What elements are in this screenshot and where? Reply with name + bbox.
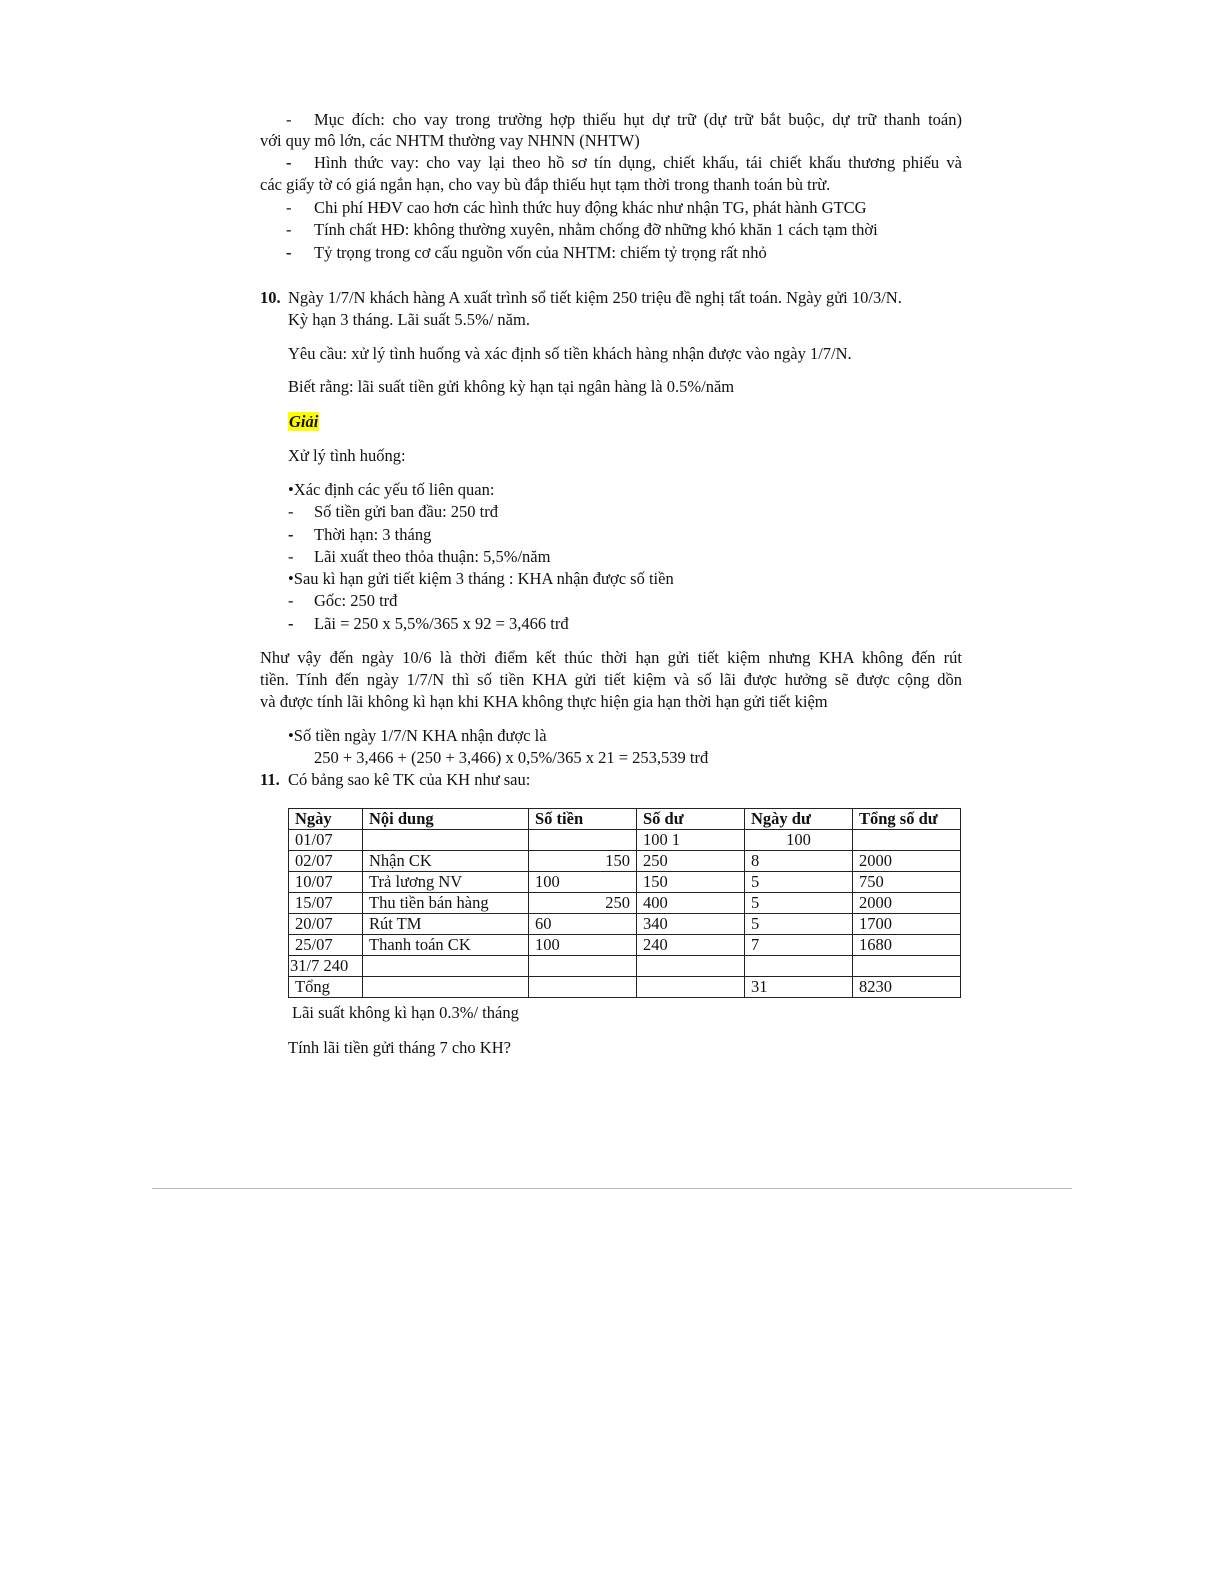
cell-content <box>363 956 529 977</box>
cell-date: 01/07 <box>289 830 363 851</box>
header-noi-dung: Nội dung <box>363 809 529 830</box>
muc-dich-line1: Mục đích: cho vay trong trường hợp thiếu hụt dự trữ (dự trữ bắt buộc, dự trữ thanh toán) <box>314 110 962 129</box>
cell-content: Trả lương NV <box>363 872 529 893</box>
q11-intro: Có bảng sao kê TK của KH như sau: <box>288 770 531 789</box>
bullet-dash: - <box>288 525 294 544</box>
q11-number: 11. <box>260 770 280 789</box>
cell-days: 100 <box>745 830 853 851</box>
cell-amount: 250 <box>529 893 637 914</box>
bullet-dash: - <box>288 547 294 566</box>
hinh-thuc-line2: các giấy tờ có giá ngắn hạn, cho vay bù đắp thiếu hụt tạm thời trong thanh toán bù trừ. <box>260 175 831 194</box>
table-row <box>289 830 961 851</box>
ty-trong-text: Tỷ trọng trong cơ cấu nguồn vốn của NHTM: chiếm tỷ trọng rất nhỏ <box>314 243 767 262</box>
cell-balance: 400 <box>637 893 745 914</box>
header-so-du: Số dư <box>637 809 745 830</box>
q10-number: 10. <box>260 288 281 307</box>
lai-xuat: Lãi xuất theo thỏa thuận: 5,5%/năm <box>314 547 551 566</box>
conclusion-line1: Như vậy đến ngày 10/6 là thời điểm kết thúc thời hạn gửi tiết kiệm nhưng KHA không đến rút <box>260 648 962 667</box>
cell-balance <box>637 956 745 977</box>
header-tong-so-du: Tổng số dư <box>853 809 961 830</box>
thoi-han: Thời hạn: 3 tháng <box>314 525 432 544</box>
table-row <box>289 935 961 956</box>
cell-days: 7 <box>745 935 853 956</box>
cell-total <box>853 956 961 977</box>
q10-line2: Kỳ hạn 3 tháng. Lãi suất 5.5%/ năm. <box>288 310 530 329</box>
so-tien-ngay-bullet: •Số tiền ngày 1/7/N KHA nhận được là <box>288 726 547 745</box>
table-row <box>289 893 961 914</box>
sau-ki-han-bullet: •Sau kì hạn gửi tiết kiệm 3 tháng : KHA nhận được số tiền <box>288 569 674 588</box>
page-separator <box>152 1188 1072 1189</box>
cell-days: 5 <box>745 893 853 914</box>
cell-balance: 100 1 <box>637 830 745 851</box>
header-so-tien: Số tiền <box>529 809 637 830</box>
cell-amount <box>529 956 637 977</box>
account-statement-table <box>288 808 961 998</box>
xu-ly-heading: Xử lý tình huống: <box>288 446 406 465</box>
cell-total: 2000 <box>853 851 961 872</box>
cell-date: 02/07 <box>289 851 363 872</box>
tinh-chat-text: Tính chất HĐ: không thường xuyên, nhằm chống đỡ những khó khăn 1 cách tạm thời <box>314 220 878 239</box>
hinh-thuc-line1: Hình thức vay: cho vay lại theo hồ sơ tín dụng, chiết khấu, tái chiết khấu thương phiếu và <box>314 153 962 172</box>
cell-date: 15/07 <box>289 893 363 914</box>
conclusion-line2: tiền. Tính đến ngày 1/7/N thì số tiền KHA gửi tiết kiệm và số lãi được hưởng sẽ được cộng dồn <box>260 670 962 689</box>
cell-date: 20/07 <box>289 914 363 935</box>
cell-days <box>745 956 853 977</box>
xac-dinh-bullet: •Xác định các yếu tố liên quan: <box>288 480 495 499</box>
bullet-dash: - <box>288 502 294 521</box>
q10-biet-rang: Biết rằng: lãi suất tiền gửi không kỳ hạn tại ngân hàng là 0.5%/năm <box>288 377 735 396</box>
cell-content <box>363 977 529 998</box>
cell-balance <box>637 977 745 998</box>
cell-days: 31 <box>745 977 853 998</box>
cell-balance: 250 <box>637 851 745 872</box>
muc-dich-line2: với quy mô lớn, các NHTM thường vay NHNN (NHTW) <box>260 131 640 150</box>
cell-content: Rút TM <box>363 914 529 935</box>
cell-content <box>363 830 529 851</box>
cell-balance: 150 <box>637 872 745 893</box>
cell-content: Thanh toán CK <box>363 935 529 956</box>
cell-days: 8 <box>745 851 853 872</box>
so-tien-gui: Số tiền gửi ban đầu: 250 trđ <box>314 502 499 521</box>
cell-amount: 60 <box>529 914 637 935</box>
bullet-dash: - <box>288 614 294 633</box>
q10-line1: Ngày 1/7/N khách hàng A xuất trình sổ tiết kiệm 250 triệu đề nghị tất toán. Ngày gửi 10/3/N. <box>288 288 902 307</box>
table-row <box>289 956 961 977</box>
header-ngay: Ngày <box>289 809 363 830</box>
q11-question: Tính lãi tiền gửi tháng 7 cho KH? <box>288 1038 511 1057</box>
cell-amount: 100 <box>529 872 637 893</box>
goc-text: Gốc: 250 trđ <box>314 591 398 610</box>
cell-amount: 100 <box>529 935 637 956</box>
cell-amount: 150 <box>529 851 637 872</box>
bullet-dash: - <box>286 153 292 172</box>
table-header-row <box>289 809 961 830</box>
cell-amount <box>529 977 637 998</box>
cell-total <box>853 830 961 851</box>
cell-total: 2000 <box>853 893 961 914</box>
cell-date: Tổng <box>289 977 363 998</box>
cell-balance: 240 <box>637 935 745 956</box>
table-total-row <box>289 977 961 998</box>
cell-date: 25/07 <box>289 935 363 956</box>
cell-content: Thu tiền bán hàng <box>363 893 529 914</box>
cell-amount <box>529 830 637 851</box>
cell-days: 5 <box>745 872 853 893</box>
cell-days: 5 <box>745 914 853 935</box>
bullet-dash: - <box>286 243 292 262</box>
cell-total: 8230 <box>853 977 961 998</box>
header-ngay-du: Ngày dư <box>745 809 853 830</box>
bullet-dash: - <box>286 198 292 217</box>
lai-suat-note: Lãi suất không kì hạn 0.3%/ tháng <box>292 1003 519 1022</box>
q10-yeu-cau: Yêu cầu: xử lý tình huống và xác định số tiền khách hàng nhận được vào ngày 1/7/N. <box>288 344 852 363</box>
giai-highlight: Giải <box>289 412 319 431</box>
formula-text: 250 + 3,466 + (250 + 3,466) x 0,5%/365 x 21 = 253,539 trđ <box>314 748 709 767</box>
cell-date: 31/7 240 <box>289 956 363 977</box>
cell-total: 750 <box>853 872 961 893</box>
bullet-dash: - <box>288 591 294 610</box>
table-row <box>289 851 961 872</box>
cell-content: Nhận CK <box>363 851 529 872</box>
conclusion-line3: và được tính lãi không kì hạn khi KHA không thực hiện gia hạn thời hạn gửi tiết kiệm <box>260 692 828 711</box>
chi-phi-text: Chi phí HĐV cao hơn các hình thức huy động khác như nhận TG, phát hành GTCG <box>314 198 867 217</box>
giai-heading <box>288 412 319 432</box>
table-row <box>289 872 961 893</box>
cell-balance: 340 <box>637 914 745 935</box>
cell-date: 10/07 <box>289 872 363 893</box>
bullet-dash: - <box>286 220 292 239</box>
bullet-dash: - <box>286 110 292 129</box>
lai-text: Lãi = 250 x 5,5%/365 x 92 = 3,466 trđ <box>314 614 569 633</box>
cell-total: 1680 <box>853 935 961 956</box>
table-row <box>289 914 961 935</box>
cell-total: 1700 <box>853 914 961 935</box>
